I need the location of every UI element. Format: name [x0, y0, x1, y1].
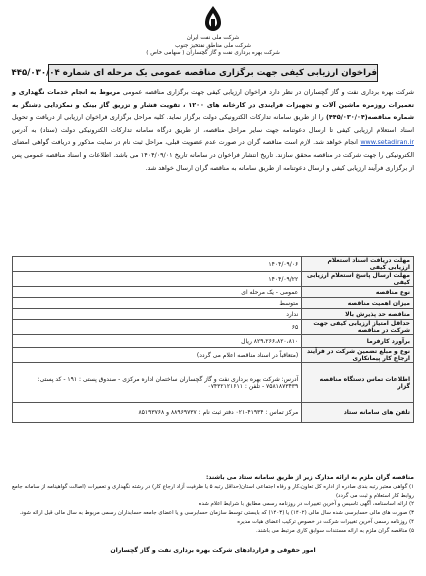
- requirement-item: ۴) روزنامه رسمی آخرین تغییرات شرکت در خصوص ترکیب اعضای هیات مدیره: [237, 518, 414, 525]
- row-label: میزان اهمیت مناقصه: [302, 298, 414, 309]
- row-label: اطلاعات تماس دستگاه مناقصه گزار: [302, 363, 414, 403]
- intro-text-2: را از طریق سامانه تدارکات الکترونیکی دولت برگزار نماید. کلیه مراحل برگزاری فراخوان ارزیابی از دریافت و تحویل اسناد استعلام ارزیابی کیفی تا ارسال دعوتنامه جهت سایر مراحل مناقصه، از طریق درگاه سامانه تدارکات الکترونیکی دولت (ستاد) به آدرس: [12, 113, 414, 134]
- table-row: [13, 320, 414, 335]
- requirement-item: ۳) صورت های مالی حسابرسی شده سال مالی (۱۴۰۲) یا (۱۴۰۳) که بایستی توسط سازمان حسابرسی و یا اعضای جامعه حسابداران رسمی مربوط به سال مالی قبل ارائه شود.: [19, 510, 414, 517]
- row-value: مرکز تماس : ۴۱۹۳۴-۰۲۱ دفتر ثبت نام : ۸۸۹۶۹۷۳۷ و ۸۵۱۹۳۷۶۸: [13, 403, 302, 423]
- table-row: [13, 309, 414, 320]
- requirements-title: مناقصه گران ملزم به ارائه مدارک زیر از طریق سامانه ستاد می باشند:: [205, 474, 414, 481]
- requirements-list: [12, 483, 414, 536]
- row-label: مهلت دریافت اسناد استعلام ارزیابی کیفی: [302, 257, 414, 272]
- intro-text-1: شرکت بهره برداری نفت و گاز گچساران در نظر دارد فراخوان ارزیابی کیفی جهت برگزاری مناقصه عمومی: [122, 88, 414, 96]
- row-label: نوع و مبلغ تضمین شرکت در فرآیند ارجاع کار پیمانکاری: [302, 348, 414, 363]
- table-row: [13, 287, 414, 298]
- table-row: [13, 272, 414, 287]
- row-label: مهلت ارسال پاسخ استعلام ارزیابی کیفی: [302, 272, 414, 287]
- footer-signature: امور حقوقی و قراردادهای شرکت بهره برداری نفت و گاز گچساران: [110, 547, 316, 554]
- table-row: [13, 257, 414, 272]
- org-line-1: شرکت ملی نفت ایران: [186, 35, 240, 41]
- row-label: تلفن های سامانه ستاد: [302, 403, 414, 423]
- intro-bold-subject: مربوط به انجام خدمات نگهداری و تعمیرات روزمره ماشین آلات و تجهیزات فرایندی در کارخانه های ۱۲۰۰ ، تقویت فشار و تزریق گاز بینک و نمکزدایی دشتگز به شماره مناقصه(۴۴۵/۰۳۰/۰۴): [12, 88, 414, 122]
- table-row: [13, 348, 414, 363]
- table-row: [13, 298, 414, 309]
- requirement-item: ۱) گواهی معتبر رتبه بندی صادره از اداره کل تعاون،کار و رفاه اجتماعی استان(حداقل رتبه ۵ یا ظرفیت آزاد ارجاع کار) در رشته نگهداری و تعمیرات (اصالت گواهینامه از سامانه جامع روابط کار استعلام و ثبت می گردد): [12, 483, 414, 499]
- row-label: برآورد کارفرما: [302, 335, 414, 348]
- table-row: [13, 335, 414, 348]
- requirement-item: ۲) ارائه اساسنامه، آگهی تاسیس و آخرین تغییرات در روزنامه رسمی مطابق با شرایط اعلام شده: [198, 501, 414, 508]
- table-row: [13, 403, 414, 423]
- row-label: نوع مناقصه: [302, 287, 414, 298]
- row-value: متوسط: [13, 298, 302, 309]
- org-lines: [0, 35, 426, 58]
- intro-paragraph: [12, 86, 414, 174]
- org-line-3: شرکت بهره برداری نفت و گاز گچساران ( سهامی خاص ): [146, 50, 280, 56]
- row-value: ۱۴۰۴/۰۹/۲۲: [13, 272, 302, 287]
- intro-text-3: انجام خواهد شد. لازم است مناقصه گران در صورت عدم عضویت قبلی، مراحل ثبت نام در سایت مذکور و دریافت گواهی امضای الکترونیکی را جهت شرکت در مناقصه محقق سازند. تاریخ انتشار فراخوان در سامانه تاریخ ۱۴۰۴/۰۹/۰۱ می باشد. اطلاعات و اسناد مناقصه عمومی پس از برگزاری فرآیند ارزیابی کیفی و ارسال دعوتنامه از طریق سامانه به مناقصه گران ارسال خواهد شد.: [12, 138, 414, 172]
- org-line-2: شرکت ملی مناطق نفتخیز جنوب: [175, 42, 251, 49]
- row-value: آدرس: شرکت بهره برداری نفت و گاز گچساران ساختمان اداره مرکزی - صندوق پستی : ۱۹۱ - کد پستی: ۷۵۸۱۸۷۳۴۳۹ - تلفن : ۰۷۴۳۲۱۲۱۶۱۱: [13, 363, 302, 403]
- row-label: حداقل امتیاز ارزیابی کیفی جهت شرکت در مناقصه: [302, 320, 414, 335]
- requirement-item: ۵) مناقصه گران ملزم به ارائه مستندات سوابق کاری مرتبط می باشند.: [255, 527, 414, 534]
- row-value: ۶۵: [13, 320, 302, 335]
- row-value: ۸۲۹،۲۶۶،۸۲۰،۸۱۰ ریال: [13, 335, 302, 348]
- setad-website-link[interactable]: www.setadiran.ir: [360, 138, 414, 147]
- row-value: (متعاقباً در اسناد مناقصه اعلام می گردد): [13, 348, 302, 363]
- row-label: مناقصه حد پذیرش بالا: [302, 309, 414, 320]
- tender-title-banner: فراخوان ارزیابی کیفی جهت برگزاری مناقصه عمومی یک مرحله ای شماره ۴۴۵/۰۳۰/۰۴: [48, 64, 378, 82]
- row-value: ۱۴۰۴/۰۹/۰۶: [13, 257, 302, 272]
- header: [0, 4, 426, 62]
- requirements-notes: [12, 474, 414, 536]
- nioc-logo-icon: [198, 4, 228, 34]
- tender-details-table: [12, 256, 414, 423]
- row-value: عمومی - یک مرحله ای: [13, 287, 302, 298]
- row-value: ندارد: [13, 309, 302, 320]
- table-row: [13, 363, 414, 403]
